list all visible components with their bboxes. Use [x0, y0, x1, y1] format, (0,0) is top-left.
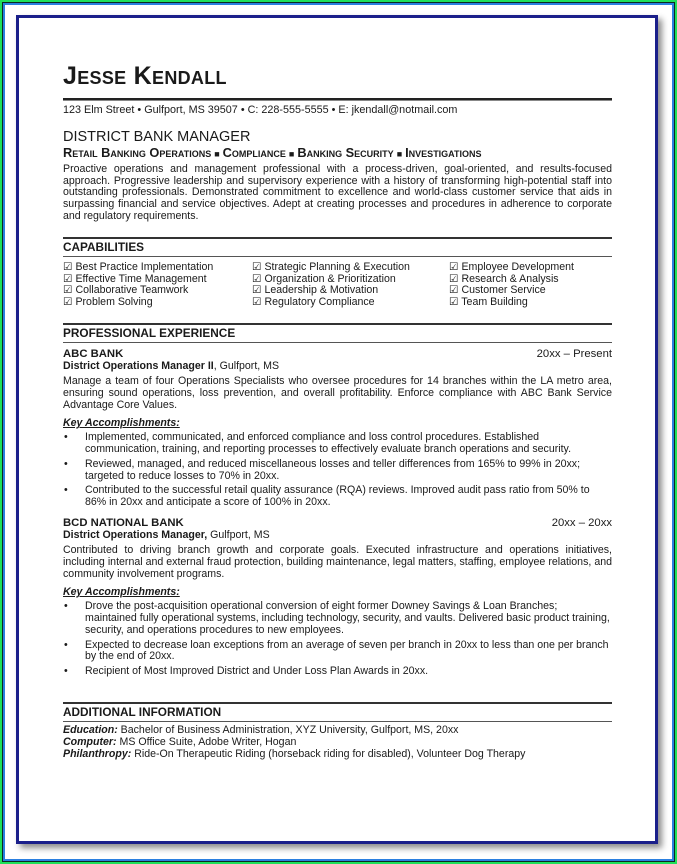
capability-label: Regulatory Compliance [264, 296, 375, 309]
job-location: Gulfport, MS [207, 528, 270, 541]
focus-area: Banking Security [297, 144, 394, 160]
checkbox-icon: ☑ [252, 260, 262, 273]
focus-area: Investigations [405, 144, 482, 160]
accomplishment-item: • Drove the post-acquisition operational conversion of eight former Downey Savings & Loan Branches; maintained fully operational systems, including technology, security, and vaults. Delivered basic product training, security, and operations procedures to new employees. [85, 601, 612, 636]
accomplishment-list [63, 432, 612, 509]
checkbox-icon: ☑ [449, 272, 459, 285]
job-description: Manage a team of four Operations Specialists who oversee procedures for 14 branches within the LA metro area, ensuring sound operations, loss prevention, and overall profitability. Enforce compliance with ABC Bank Service Advantage Core Values. [63, 374, 612, 411]
focus-areas [63, 145, 612, 162]
capability-label: Best Practice Implementation [75, 260, 214, 273]
capability-label: Leadership & Motivation [264, 284, 379, 297]
company-name: BCD NATIONAL BANK [63, 516, 184, 529]
key-accomplishments-label: Key Accomplishments: [63, 417, 180, 430]
job-location: , Gulfport, MS [213, 359, 280, 372]
candidate-name: Jesse Kendall [63, 62, 227, 90]
checkbox-icon: ☑ [63, 272, 73, 285]
section-rule [63, 323, 612, 325]
summary: Proactive operations and management professional with a process-driven, goal-oriented, and results-focused approach. Progressive leadership and supervisory experience with a history of transforming high-potential staff into outstanding professionals. Demonstrated commitment to excellence and world-class customer service that aids in surpassing financial and service objectives. Adept at creating processes and procedures in adherence to corporate and regulatory requirements. [63, 162, 612, 222]
computer-value: MS Office Suite, Adobe Writer, Hogan [116, 735, 297, 748]
capability-label: Team Building [461, 296, 528, 309]
accomplishment-item: • Recipient of Most Improved District and Under Loss Plan Awards in 20xx. [85, 666, 612, 678]
education-value: Bachelor of Business Administration, XYZ University, Gulfport, MS, 20xx [117, 723, 459, 736]
capability-label: Strategic Planning & Execution [264, 260, 410, 273]
focus-area: Compliance [222, 144, 286, 160]
checkbox-icon: ☑ [63, 260, 73, 273]
header-rule [63, 98, 612, 101]
focus-area: Retail Banking Operations [63, 144, 212, 160]
capability-label: Employee Development [461, 260, 574, 273]
capability-label: Effective Time Management [75, 272, 207, 285]
capabilities-heading: CAPABILITIES [63, 239, 145, 254]
job-role: District Operations Manager, [63, 528, 208, 541]
philanthropy-label: Philanthropy: [63, 747, 132, 760]
philanthropy-value: Ride-On Therapeutic Riding (horseback riding for disabled), Volunteer Dog Therapy [131, 747, 526, 760]
checkbox-icon: ☑ [449, 260, 459, 273]
computer-label: Computer: [63, 735, 117, 748]
job-title: DISTRICT BANK MANAGER [63, 128, 251, 145]
checkbox-icon: ☑ [252, 284, 262, 297]
checkbox-icon: ☑ [63, 284, 73, 297]
capability-item [252, 297, 449, 309]
key-accomplishments-label: Key Accomplishments: [63, 586, 180, 599]
job-role: District Operations Manager II [63, 359, 214, 372]
job-dates: 20xx – 20xx [551, 516, 612, 529]
job-entry [63, 348, 612, 509]
capability-label: Problem Solving [75, 296, 153, 309]
additional-info [63, 725, 612, 760]
accomplishment-item: • Implemented, communicated, and enforced compliance and loss control procedures. Established communication, training, and reporting processes to effectively evaluate branch operations and security. [85, 432, 612, 456]
capability-item [449, 297, 612, 309]
philanthropy-line [63, 749, 612, 761]
accomplishment-list [63, 601, 612, 678]
capability-label: Customer Service [461, 284, 546, 297]
capability-item [63, 297, 252, 309]
checkbox-icon: ☑ [449, 284, 459, 297]
checkbox-icon: ☑ [63, 296, 73, 309]
section-rule [63, 342, 612, 343]
square-bullet-icon: ■ [288, 148, 295, 159]
section-rule [63, 256, 612, 257]
education-label: Education: [63, 723, 118, 736]
capability-label: Organization & Prioritization [264, 272, 396, 285]
capability-label: Research & Analysis [461, 272, 559, 285]
experience-heading: PROFESSIONAL EXPERIENCE [63, 325, 236, 340]
capability-label: Collaborative Teamwork [75, 284, 189, 297]
section-rule [63, 237, 612, 239]
accomplishment-item: • Reviewed, managed, and reduced miscellaneous losses and teller differences from 165% to 99% in 20xx; targeted to reduce losses to 70% in 20xx. [85, 459, 612, 483]
job-description: Contributed to driving branch growth and corporate goals. Executed infrastructure and operations initiatives, including internal and external fraud protection, building maintenance, legal matters, staffing, employee relations, and community involvement programs. [63, 543, 612, 580]
contact-line: 123 Elm Street • Gulfport, MS 39507 • C: 228-555-5555 • E: jkendall@notmail.com [63, 104, 458, 116]
capabilities-grid [63, 262, 612, 309]
checkbox-icon: ☑ [252, 296, 262, 309]
additional-heading: ADDITIONAL INFORMATION [63, 704, 222, 719]
resume-content [63, 62, 612, 760]
section-rule [63, 721, 612, 722]
section-rule [63, 702, 612, 704]
accomplishment-item: • Expected to decrease loan exceptions from an average of seven per branch in 20xx to less than one per branch by the end of 20xx. [85, 640, 612, 664]
checkbox-icon: ☑ [252, 272, 262, 285]
company-name: ABC BANK [63, 347, 124, 360]
square-bullet-icon: ■ [214, 148, 220, 159]
checkbox-icon: ☑ [449, 296, 459, 309]
accomplishment-item: • Contributed to the successful retail quality assurance (RQA) reviews. Improved audit pass ratio from 50% to 86% in 20xx and anticipate a score of 100% in 20xx. [85, 485, 612, 509]
job-dates: 20xx – Present [536, 347, 612, 360]
square-bullet-icon: ■ [396, 148, 403, 159]
job-entry [63, 517, 612, 678]
